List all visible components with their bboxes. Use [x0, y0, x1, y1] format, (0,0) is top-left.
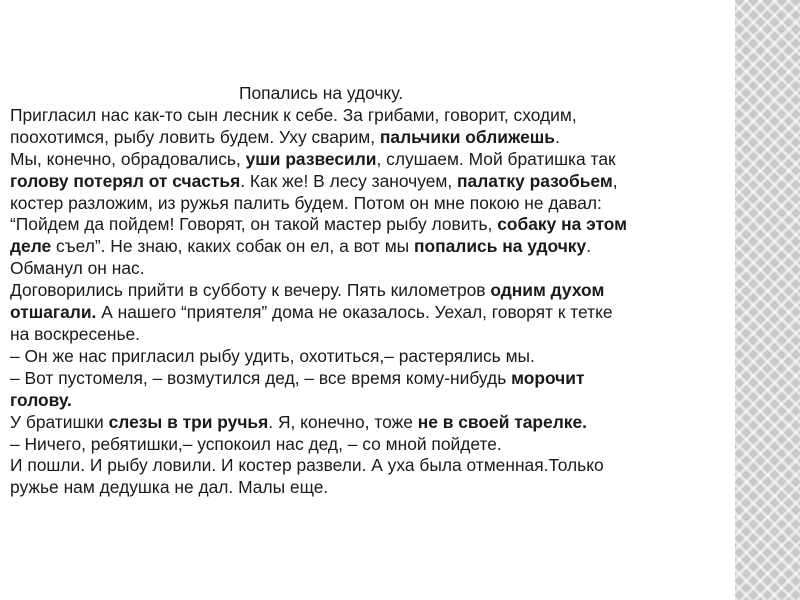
- text-segment: . Я, конечно, тоже: [268, 411, 418, 432]
- text-segment: Мы, конечно, обрадовались,: [10, 148, 246, 169]
- bold-phrase: собаку на этом: [497, 214, 628, 235]
- text-line: [10, 455, 732, 477]
- text-segment: И пошли. И рыбу ловили. И костер развели. А уха была отменная.Только: [10, 455, 604, 476]
- text-line: [10, 477, 732, 499]
- text-segment: – Он же нас пригласил рыбу удить, охотиться,– растерялись мы.: [10, 345, 535, 366]
- bold-phrase: отшагали.: [10, 302, 97, 323]
- text-segment: костер разложим, из ружья палить будем. Потом он мне покою не давал:: [10, 192, 602, 213]
- story-body: [10, 105, 732, 499]
- text-line: [10, 346, 732, 368]
- text-line: [10, 127, 732, 149]
- text-line: [10, 149, 732, 171]
- text-line: [10, 302, 732, 324]
- bold-phrase: слезы в три ручья: [108, 411, 269, 432]
- text-segment: .: [554, 126, 560, 147]
- text-line: [10, 193, 732, 215]
- text-line: [10, 214, 732, 236]
- text-segment: У братишки: [10, 411, 109, 432]
- text-line: [10, 434, 732, 456]
- bold-phrase: деле: [10, 236, 52, 257]
- text-segment: А нашего “приятеля” дома не оказалось. Уехал, говорят к тетке: [96, 302, 613, 323]
- text-segment: , слушаем. Мой братишка так: [376, 148, 616, 169]
- bold-phrase: палатку разобьем: [457, 170, 613, 191]
- bold-phrase: голову потерял от счастья: [10, 170, 241, 191]
- bold-phrase: попались на удочку: [414, 236, 587, 257]
- text-line: [10, 368, 732, 390]
- bold-phrase: одним духом: [490, 280, 605, 301]
- bold-phrase: морочит: [511, 367, 585, 388]
- text-segment: .: [586, 236, 592, 257]
- text-segment: на воскресенье.: [10, 323, 141, 344]
- text-segment: ружье нам дедушка не дал. Малы еще.: [10, 477, 329, 498]
- bold-phrase: уши развесили: [245, 148, 377, 169]
- text-segment: – Ничего, ребятишки,– успокоил нас дед, – со мной пойдете.: [10, 433, 502, 454]
- story-text: [10, 83, 732, 499]
- text-segment: . Как же! В лесу заночуем,: [240, 170, 458, 191]
- text-segment: ,: [612, 170, 618, 191]
- text-line: [10, 236, 732, 258]
- text-line: [10, 390, 732, 412]
- text-line: [10, 171, 732, 193]
- text-line: [10, 324, 732, 346]
- bold-phrase: пальчики оближешь: [379, 126, 555, 147]
- bold-phrase: голову.: [10, 389, 72, 410]
- text-segment: Обманул он нас.: [10, 258, 145, 279]
- text-line: [10, 280, 732, 302]
- text-line: [10, 412, 732, 434]
- text-segment: съел”. Не знаю, каких собак он ел, а вот мы: [51, 236, 414, 257]
- story-title: Попались на удочку.: [239, 83, 404, 103]
- bold-phrase: не в своей тарелке.: [417, 411, 587, 432]
- text-line: [10, 105, 732, 127]
- text-segment: “Пойдем да пойдем! Говорят, он такой мастер рыбу ловить,: [10, 214, 498, 235]
- text-segment: поохотимся, рыбу ловить будем. Уху сварим,: [10, 126, 380, 147]
- decorative-stripe: [735, 0, 800, 600]
- text-segment: – Вот пустомеля, – возмутился дед, – все время кому-нибудь: [10, 367, 512, 388]
- text-segment: Договорились прийти в субботу к вечеру. Пять километров: [10, 280, 491, 301]
- text-line: [10, 258, 732, 280]
- text-segment: Пригласил нас как-то сын лесник к себе. За грибами, говорит, сходим,: [10, 104, 577, 125]
